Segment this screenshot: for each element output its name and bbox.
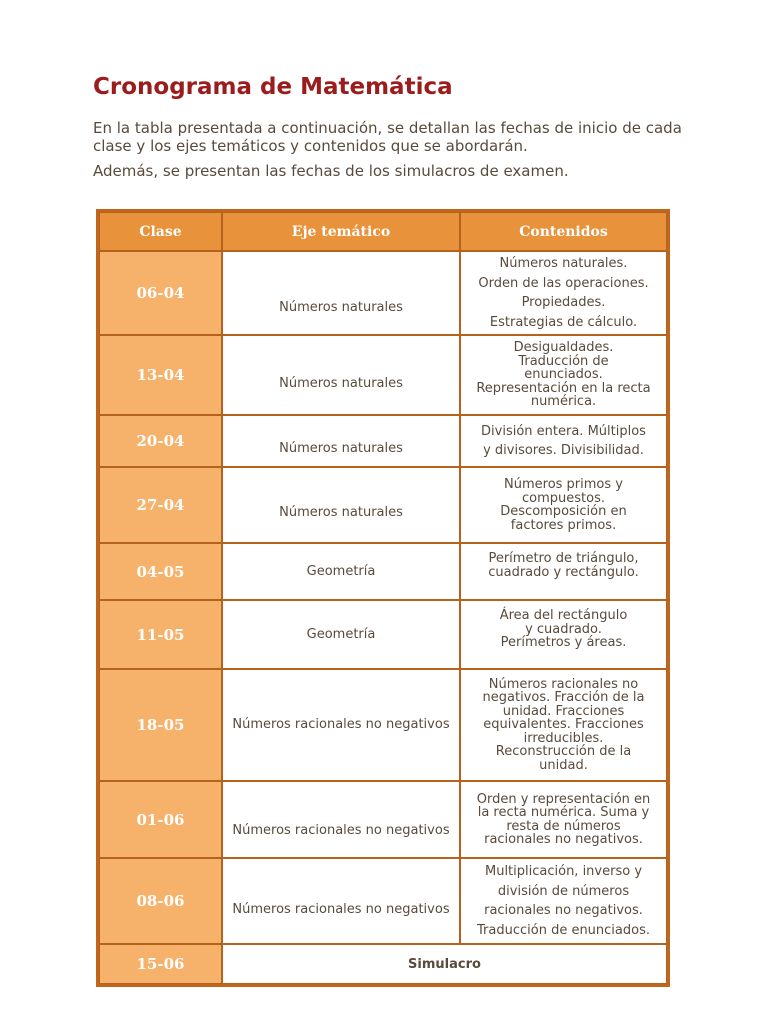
intro-paragraph: En la tabla presentada a continuación, se detallan las fechas de inicio de cada clase y los ejes temáticos y contenidos que se abordarán.: [93, 119, 682, 155]
schedule-table: [96, 209, 670, 987]
thematic-axis: Números naturales: [222, 415, 460, 467]
table-row: [99, 335, 667, 415]
thematic-axis: Números racionales no negativos: [222, 781, 460, 858]
thematic-axis: Geometría: [222, 543, 460, 600]
class-date: 01-06: [99, 781, 222, 858]
contents-cell: [460, 415, 667, 467]
contents-cell: [460, 543, 667, 600]
thematic-axis: Números naturales: [222, 467, 460, 543]
table-row: [99, 858, 667, 944]
thematic-axis: Números racionales no negativos: [222, 858, 460, 944]
contents-cell: [460, 251, 667, 335]
contents-cell: [460, 335, 667, 415]
table-row: [99, 600, 667, 669]
class-date: 08-06: [99, 858, 222, 944]
contents-text: Área del rectángulo y cuadrado. Perímetros y áreas.: [499, 608, 628, 650]
thematic-axis: Números naturales: [222, 251, 460, 335]
simulacro-cell: Simulacro: [222, 944, 667, 984]
class-date: 11-05: [99, 600, 222, 669]
contents-cell: [460, 858, 667, 944]
contents-text: Desigualdades. Traducción de enunciados. Representación en la recta numérica.: [476, 340, 651, 410]
class-date: 06-04: [99, 251, 222, 335]
contents-cell: [460, 669, 667, 781]
thematic-axis: Números racionales no negativos: [222, 669, 460, 781]
class-date: 04-05: [99, 543, 222, 600]
table-row: [99, 781, 667, 858]
column-header-clase: Clase: [99, 212, 222, 251]
table-row: [99, 251, 667, 335]
contents-text: Multiplicación, inverso y división de números racionales no negativos. Traducción de enunciados.: [477, 864, 650, 938]
contents-cell: [460, 467, 667, 543]
column-header-contenidos: Contenidos: [460, 212, 667, 251]
class-date: 13-04: [99, 335, 222, 415]
table-row: [99, 467, 667, 543]
contents-text: Perímetro de triángulo, cuadrado y rectángulo.: [488, 551, 639, 580]
class-date: 18-05: [99, 669, 222, 781]
contents-text: Números racionales no negativos. Fracción de la unidad. Fracciones equivalentes. Fracciones irreducibles. Reconstrucción de la unidad.: [482, 676, 645, 773]
contents-text: Números primos y compuestos. Descomposición en factores primos.: [500, 477, 627, 533]
thematic-axis: Geometría: [222, 600, 460, 669]
contents-cell: [460, 781, 667, 858]
contents-text: Orden y representación en la recta numérica. Suma y resta de números racionales no negativos.: [476, 791, 651, 847]
class-date: 27-04: [99, 467, 222, 543]
contents-cell: [460, 600, 667, 669]
table-row: [99, 415, 667, 467]
intro-paragraph: Además, se presentan las fechas de los simulacros de examen.: [93, 162, 569, 180]
class-date: 15-06: [99, 944, 222, 984]
thematic-axis: Números naturales: [222, 335, 460, 415]
class-date: 20-04: [99, 415, 222, 467]
table-row: [99, 669, 667, 781]
table-row: [99, 944, 667, 984]
table-header-row: [99, 212, 667, 251]
contents-text: Números naturales. Orden de las operaciones. Propiedades. Estrategias de cálculo.: [478, 256, 649, 330]
contents-text: División entera. Múltiplos y divisores. Divisibilidad.: [481, 423, 646, 458]
table-row: [99, 543, 667, 600]
page-title: Cronograma de Matemática: [93, 74, 453, 100]
column-header-eje-tematico: Eje temático: [222, 212, 460, 251]
